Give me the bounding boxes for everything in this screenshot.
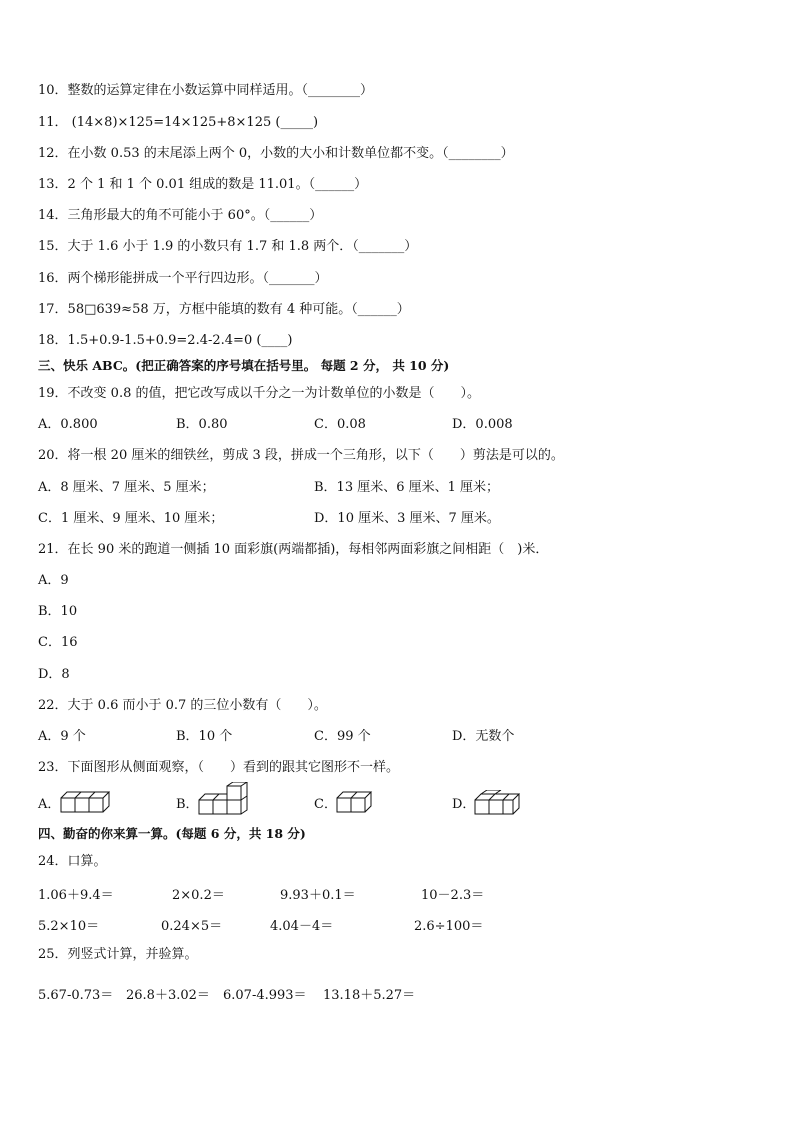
oral-calc-2: 2×0.2＝ <box>172 888 225 903</box>
oral-calc-5: 5.2×10＝ <box>38 919 100 934</box>
option-a: A． <box>38 797 61 812</box>
stacked-cubes-figure <box>198 782 252 816</box>
question-24-stem: 24．口算。 <box>38 854 107 869</box>
question-23-stem: 23．下面图形从侧面观察，（ ）看到的跟其它图形不一样。 <box>38 760 400 775</box>
question-21-stem: 21．在长 90 米的跑道一侧插 10 面彩旗(两端都插)，每相邻两面彩旗之间相距（ )米． <box>38 542 549 557</box>
vertical-calc-1: 5.67-0.73＝ <box>38 988 114 1003</box>
section-4-title: 四、勤奋的你来算一算。(每题 6 分，共 18 分) <box>38 826 306 841</box>
question-11: 11． (14×8)×125=14×125+8×125 (_____) <box>38 115 319 130</box>
question-15: 15．大于 1.6 小于 1.9 的小数只有 1.7 和 1.8 两个．（_______） <box>38 239 418 254</box>
question-16: 16．两个梯形能拼成一个平行四边形。（_______） <box>38 271 328 286</box>
question-23-options <box>38 794 758 824</box>
option-c: C． <box>314 797 337 812</box>
question-19-stem: 19．不改变 0.8 的值，把它改写成以千分之一为计数单位的小数是（ ）。 <box>38 386 480 401</box>
option-c: C．1 厘米、9 厘米、10 厘米； <box>38 511 224 526</box>
two-cube-figure <box>336 790 376 814</box>
question-17: 17．58□639≈58 万，方框中能填的数有 4 种可能。（______） <box>38 302 410 317</box>
vertical-calc-4: 13.18＋5.27＝ <box>323 988 416 1003</box>
option-a: A．9 <box>38 573 69 588</box>
option-a: A．9 个 <box>38 729 86 744</box>
option-d: D．0.008 <box>452 417 513 432</box>
question-25-stem: 25．列竖式计算，并验算。 <box>38 947 198 962</box>
question-12: 12．在小数 0.53 的末尾添上两个 0，小数的大小和计数单位都不变。（________） <box>38 146 514 161</box>
question-14: 14．三角形最大的角不可能小于 60°。（______） <box>38 208 323 223</box>
section-3-title: 三、快乐 ABC。(把正确答案的序号填在括号里。 每题 2 分， 共 10 分) <box>38 358 450 373</box>
oral-calc-7: 4.04－4＝ <box>270 919 334 934</box>
oral-calc-3: 9.93＋0.1＝ <box>280 888 356 903</box>
vertical-calc-3: 6.07-4.993＝ <box>223 988 307 1003</box>
question-20-stem: 20．将一根 20 厘米的细铁丝，剪成 3 段，拼成一个三角形，以下（ ）剪法是可以的。 <box>38 448 564 463</box>
three-cube-row-figure <box>60 790 110 814</box>
option-d: D． <box>452 797 476 812</box>
question-18: 18．1.5+0.9-1.5+0.9=2.4-2.4=0 (____) <box>38 333 293 348</box>
option-b: B．13 厘米、6 厘米、1 厘米； <box>314 480 500 495</box>
option-b: B．10 <box>38 604 78 619</box>
vertical-calc-2: 26.8＋3.02＝ <box>126 988 210 1003</box>
oral-calc-8: 2.6÷100＝ <box>414 919 484 934</box>
question-10: 10．整数的运算定律在小数运算中同样适用。（________） <box>38 83 374 98</box>
option-c: C．99 个 <box>314 729 371 744</box>
option-d: D．10 厘米、3 厘米、7 厘米。 <box>314 511 500 526</box>
question-13: 13．2 个 1 和 1 个 0.01 组成的数是 11.01。（______） <box>38 177 368 192</box>
oral-calc-4: 10－2.3＝ <box>421 888 485 903</box>
option-a: A．0.800 <box>38 417 98 432</box>
oral-calc-6: 0.24×5＝ <box>161 919 223 934</box>
option-b: B．0.80 <box>176 417 228 432</box>
option-d: D．无数个 <box>452 729 515 744</box>
oral-calc-1: 1.06＋9.4＝ <box>38 888 114 903</box>
option-c: C．0.08 <box>314 417 366 432</box>
option-b: B． <box>176 797 199 812</box>
option-c: C．16 <box>38 635 78 650</box>
option-b: B．10 个 <box>176 729 233 744</box>
option-a: A．8 厘米、7 厘米、5 厘米； <box>38 480 215 495</box>
l-shaped-cubes-figure <box>474 790 520 816</box>
option-d: D．8 <box>38 667 70 682</box>
question-22-stem: 22．大于 0.6 而小于 0.7 的三位小数有（ ）。 <box>38 698 327 713</box>
